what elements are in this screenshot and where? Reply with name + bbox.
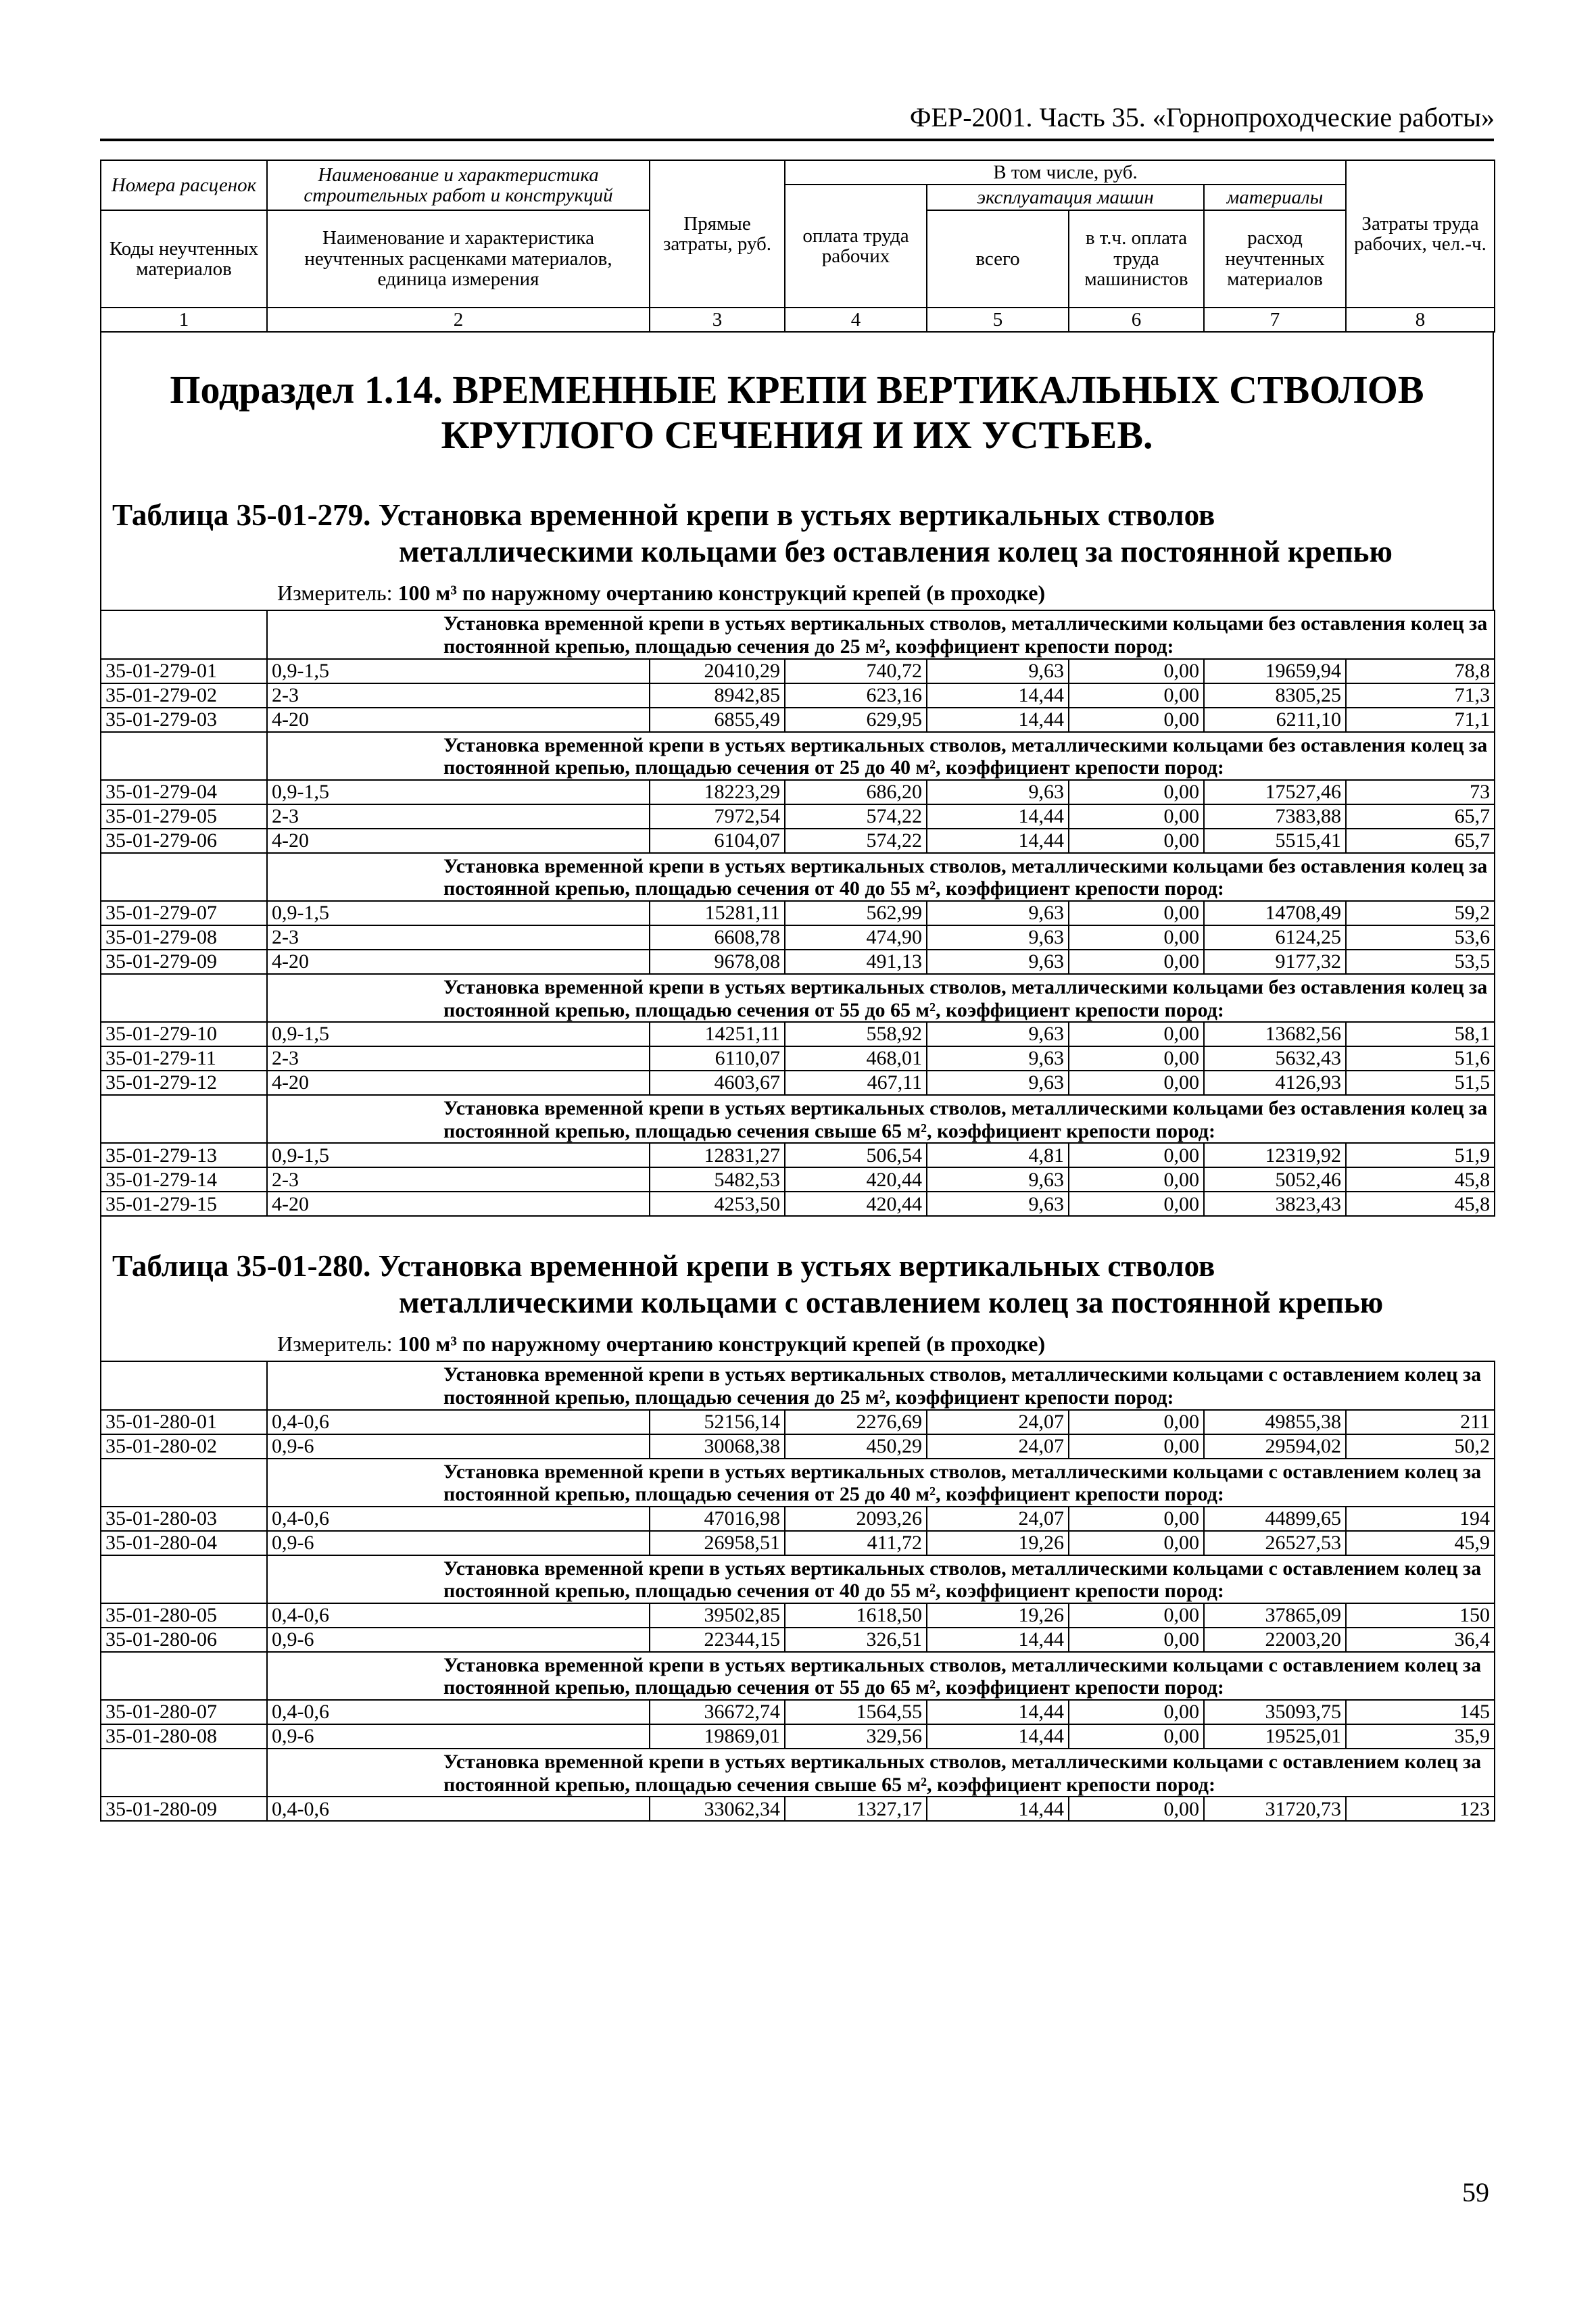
- group-caption-row: [101, 974, 1495, 1022]
- value-cell: 0,00: [1069, 1046, 1204, 1071]
- value-cell: 65,7: [1346, 829, 1495, 853]
- value-cell: 33062,34: [650, 1797, 785, 1821]
- value-cell: 5052,46: [1204, 1167, 1346, 1192]
- value-cell: 0,00: [1069, 1167, 1204, 1192]
- value-cell: 5632,43: [1204, 1046, 1346, 1071]
- value-cell: 22344,15: [650, 1628, 785, 1652]
- value-cell: 51,5: [1346, 1071, 1495, 1095]
- rock-coefficient: 0,4-0,6: [267, 1410, 650, 1434]
- value-cell: 0,00: [1069, 829, 1204, 853]
- value-cell: 14,44: [927, 1724, 1069, 1749]
- group-caption: Установка временной крепи в устьях вертикальных стволов, металлическими кольцами с оставлением колец за постоянной крепью, площадью сечения от 25 до 40 м², коэффициент крепости пород:: [267, 1459, 1495, 1507]
- value-cell: 14,44: [927, 683, 1069, 708]
- table-279-body: [101, 610, 1495, 1216]
- table-280-meter: [101, 1326, 1494, 1361]
- value-cell: 4253,50: [650, 1192, 785, 1216]
- table-280-body: [101, 1361, 1495, 1821]
- rate-code: 35-01-279-05: [101, 804, 267, 829]
- value-cell: 45,8: [1346, 1192, 1495, 1216]
- group-caption: Установка временной крепи в устьях вертикальных стволов, металлическими кольцами без оставления колец за постоянной крепью, площадью сечения от 55 до 65 м², коэффициент крепости пород:: [267, 974, 1495, 1022]
- rate-code: 35-01-279-10: [101, 1022, 267, 1046]
- value-cell: 45,9: [1346, 1531, 1495, 1555]
- header-material-codes: Коды неучтенных материалов: [101, 210, 267, 308]
- table-row: [101, 1022, 1495, 1046]
- value-cell: 629,95: [785, 708, 927, 732]
- value-cell: 468,01: [785, 1046, 927, 1071]
- table-279-title-cont: металлическими кольцами без оставления колец за постоянной крепью: [399, 535, 1393, 569]
- rate-code: 35-01-280-07: [101, 1700, 267, 1724]
- table-279-title-lead: Таблица 35-01-279. Установка временной крепи в устьях вертикальных стволов: [112, 498, 1215, 533]
- value-cell: 0,00: [1069, 683, 1204, 708]
- header-machines: эксплуатация машин: [927, 185, 1204, 210]
- group-caption-spacer: [101, 1361, 267, 1409]
- group-caption-spacer: [101, 974, 267, 1022]
- value-cell: 0,00: [1069, 1410, 1204, 1434]
- value-cell: 562,99: [785, 901, 927, 925]
- rate-code: 35-01-279-13: [101, 1143, 267, 1167]
- group-caption: Установка временной крепи в устьях вертикальных стволов, металлическими кольцами с оставлением колец за постоянной крепью, площадью сечения от 40 до 55 м², коэффициент крепости пород:: [267, 1555, 1495, 1603]
- table-row: [101, 950, 1495, 974]
- value-cell: 39502,85: [650, 1603, 785, 1628]
- subsection-title: Подраздел 1.14. ВРЕМЕННЫЕ КРЕПИ ВЕРТИКАЛЬНЫХ СТВОЛОВ КРУГЛОГО СЕЧЕНИЯ И ИХ УСТЬЕВ.: [170, 368, 1424, 457]
- rock-coefficient: 0,9-1,5: [267, 1022, 650, 1046]
- value-cell: 0,00: [1069, 804, 1204, 829]
- rate-code: 35-01-280-04: [101, 1531, 267, 1555]
- table-280-heading: [100, 1248, 1494, 1361]
- value-cell: 0,00: [1069, 1700, 1204, 1724]
- column-number: 7: [1204, 308, 1346, 332]
- value-cell: 8942,85: [650, 683, 785, 708]
- value-cell: 574,22: [785, 829, 927, 853]
- table-row: [101, 925, 1495, 950]
- rock-coefficient: 0,4-0,6: [267, 1797, 650, 1821]
- value-cell: 0,00: [1069, 1434, 1204, 1459]
- value-cell: 9,63: [927, 1022, 1069, 1046]
- value-cell: 194: [1346, 1507, 1495, 1531]
- value-cell: 49855,38: [1204, 1410, 1346, 1434]
- rate-code: 35-01-279-15: [101, 1192, 267, 1216]
- value-cell: 26527,53: [1204, 1531, 1346, 1555]
- value-cell: 15281,11: [650, 901, 785, 925]
- rate-code: 35-01-280-06: [101, 1628, 267, 1652]
- header-materials: материалы: [1204, 185, 1346, 210]
- rate-code: 35-01-280-01: [101, 1410, 267, 1434]
- group-caption-row: [101, 1555, 1495, 1603]
- value-cell: 19,26: [927, 1603, 1069, 1628]
- header-labor-pay: оплата труда рабочих: [785, 185, 927, 308]
- group-caption: Установка временной крепи в устьях вертикальных стволов, металлическими кольцами без оставления колец за постоянной крепью, площадью сечения от 25 до 40 м², коэффициент крепости пород:: [267, 732, 1495, 780]
- value-cell: 0,00: [1069, 1022, 1204, 1046]
- table-280-title: [101, 1248, 1494, 1326]
- header-materials-usage: расход неучтенных материалов: [1204, 210, 1346, 308]
- group-caption-spacer: [101, 1459, 267, 1507]
- rock-coefficient: 2-3: [267, 925, 650, 950]
- table-row: [101, 708, 1495, 732]
- value-cell: 7383,88: [1204, 804, 1346, 829]
- value-cell: 5515,41: [1204, 829, 1346, 853]
- meter-value: 100 м³ по наружному очертанию конструкций крепей (в проходке): [397, 1332, 1046, 1357]
- group-caption: Установка временной крепи в устьях вертикальных стволов, металлическими кольцами с оставлением колец за постоянной крепью, площадью сечения свыше 65 м², коэффициент крепости пород:: [267, 1749, 1495, 1797]
- value-cell: 3823,43: [1204, 1192, 1346, 1216]
- rate-code: 35-01-279-06: [101, 829, 267, 853]
- value-cell: 0,00: [1069, 1531, 1204, 1555]
- rock-coefficient: 2-3: [267, 1167, 650, 1192]
- value-cell: 6211,10: [1204, 708, 1346, 732]
- value-cell: 0,00: [1069, 780, 1204, 804]
- value-cell: 17527,46: [1204, 780, 1346, 804]
- value-cell: 4126,93: [1204, 1071, 1346, 1095]
- header-machinist-pay: в т.ч. оплата труда машинистов: [1069, 210, 1204, 308]
- value-cell: 211: [1346, 1410, 1495, 1434]
- rock-coefficient: 4-20: [267, 829, 650, 853]
- value-cell: 123: [1346, 1797, 1495, 1821]
- table-280: [100, 1361, 1495, 1822]
- table-row: [101, 1434, 1495, 1459]
- value-cell: 326,51: [785, 1628, 927, 1652]
- table-row: [101, 683, 1495, 708]
- value-cell: 145: [1346, 1700, 1495, 1724]
- rock-coefficient: 0,9-6: [267, 1434, 650, 1459]
- value-cell: 18223,29: [650, 780, 785, 804]
- meter-value: 100 м³ по наружному очертанию конструкций крепей (в проходке): [397, 581, 1046, 606]
- rate-code: 35-01-280-02: [101, 1434, 267, 1459]
- value-cell: 1618,50: [785, 1603, 927, 1628]
- rock-coefficient: 4-20: [267, 950, 650, 974]
- value-cell: 14251,11: [650, 1022, 785, 1046]
- value-cell: 71,1: [1346, 708, 1495, 732]
- value-cell: 36672,74: [650, 1700, 785, 1724]
- value-cell: 1564,55: [785, 1700, 927, 1724]
- value-cell: 30068,38: [650, 1434, 785, 1459]
- value-cell: 65,7: [1346, 804, 1495, 829]
- header-material-name: Наименование и характеристика неучтенных расценками материалов, единица измерения: [267, 210, 650, 308]
- value-cell: 45,8: [1346, 1167, 1495, 1192]
- table-row: [101, 1192, 1495, 1216]
- rate-code: 35-01-280-08: [101, 1724, 267, 1749]
- rate-code: 35-01-279-01: [101, 659, 267, 683]
- table-row: [101, 1507, 1495, 1531]
- rate-code: 35-01-280-05: [101, 1603, 267, 1628]
- table-row: [101, 901, 1495, 925]
- value-cell: 58,1: [1346, 1022, 1495, 1046]
- value-cell: 9,63: [927, 950, 1069, 974]
- value-cell: 9,63: [927, 1046, 1069, 1071]
- value-cell: 0,00: [1069, 1797, 1204, 1821]
- value-cell: 51,6: [1346, 1046, 1495, 1071]
- group-caption-row: [101, 1749, 1495, 1797]
- value-cell: 740,72: [785, 659, 927, 683]
- meter-label: Измеритель:: [277, 581, 393, 606]
- page-content: [100, 160, 1494, 1822]
- group-caption-row: [101, 732, 1495, 780]
- value-cell: 22003,20: [1204, 1628, 1346, 1652]
- value-cell: 12831,27: [650, 1143, 785, 1167]
- value-cell: 9,63: [927, 1167, 1069, 1192]
- rock-coefficient: 0,9-6: [267, 1628, 650, 1652]
- value-cell: 13682,56: [1204, 1022, 1346, 1046]
- value-cell: 2276,69: [785, 1410, 927, 1434]
- rate-code: 35-01-280-03: [101, 1507, 267, 1531]
- table-row: [101, 1797, 1495, 1821]
- value-cell: 35093,75: [1204, 1700, 1346, 1724]
- value-cell: 9,63: [927, 659, 1069, 683]
- rock-coefficient: 0,9-6: [267, 1724, 650, 1749]
- value-cell: 29594,02: [1204, 1434, 1346, 1459]
- value-cell: 6124,25: [1204, 925, 1346, 950]
- value-cell: 0,00: [1069, 925, 1204, 950]
- value-cell: 1327,17: [785, 1797, 927, 1821]
- table-row: [101, 829, 1495, 853]
- value-cell: 51,9: [1346, 1143, 1495, 1167]
- value-cell: 52156,14: [650, 1410, 785, 1434]
- group-caption: Установка временной крепи в устьях вертикальных стволов, металлическими кольцами с оставлением колец за постоянной крепью, площадью сечения до 25 м², коэффициент крепости пород:: [267, 1361, 1495, 1409]
- value-cell: 6104,07: [650, 829, 785, 853]
- value-cell: 450,29: [785, 1434, 927, 1459]
- value-cell: 0,00: [1069, 1143, 1204, 1167]
- value-cell: 411,72: [785, 1531, 927, 1555]
- header-machines-total: всего: [927, 210, 1069, 308]
- value-cell: 14,44: [927, 1797, 1069, 1821]
- value-cell: 6110,07: [650, 1046, 785, 1071]
- value-cell: 9,63: [927, 1192, 1069, 1216]
- value-cell: 59,2: [1346, 901, 1495, 925]
- value-cell: 35,9: [1346, 1724, 1495, 1749]
- rock-coefficient: 0,4-0,6: [267, 1603, 650, 1628]
- table-row: [101, 1603, 1495, 1628]
- value-cell: 19659,94: [1204, 659, 1346, 683]
- value-cell: 5482,53: [650, 1167, 785, 1192]
- rock-coefficient: 2-3: [267, 1046, 650, 1071]
- rate-code: 35-01-279-04: [101, 780, 267, 804]
- running-header: ФЕР-2001. Часть 35. «Горнопроходческие работы»: [909, 102, 1495, 132]
- rock-coefficient: 4-20: [267, 1071, 650, 1095]
- table-279-meter: [101, 575, 1493, 610]
- rate-code: 35-01-279-11: [101, 1046, 267, 1071]
- value-cell: 686,20: [785, 780, 927, 804]
- value-cell: 0,00: [1069, 1603, 1204, 1628]
- value-cell: 9,63: [927, 925, 1069, 950]
- rock-coefficient: 0,9-6: [267, 1531, 650, 1555]
- rock-coefficient: 0,9-1,5: [267, 659, 650, 683]
- table-row: [101, 1071, 1495, 1095]
- rate-code: 35-01-279-03: [101, 708, 267, 732]
- table-row: [101, 1628, 1495, 1652]
- value-cell: 9678,08: [650, 950, 785, 974]
- value-cell: 24,07: [927, 1410, 1069, 1434]
- value-cell: 329,56: [785, 1724, 927, 1749]
- table-279: [100, 610, 1495, 1217]
- group-caption-spacer: [101, 732, 267, 780]
- value-cell: 73: [1346, 780, 1495, 804]
- value-cell: 150: [1346, 1603, 1495, 1628]
- rock-coefficient: 0,9-1,5: [267, 780, 650, 804]
- group-caption-spacer: [101, 1095, 267, 1143]
- column-number: 3: [650, 308, 785, 332]
- table-row: [101, 1700, 1495, 1724]
- header-direct-costs: Прямые затраты, руб.: [650, 160, 785, 308]
- value-cell: 4,81: [927, 1143, 1069, 1167]
- table-row: [101, 659, 1495, 683]
- header-labor-cost: Затраты труда рабочих, чел.-ч.: [1346, 160, 1495, 308]
- value-cell: 6608,78: [650, 925, 785, 950]
- value-cell: 14,44: [927, 708, 1069, 732]
- value-cell: 9,63: [927, 1071, 1069, 1095]
- value-cell: 9177,32: [1204, 950, 1346, 974]
- table-row: [101, 1046, 1495, 1071]
- value-cell: 4603,67: [650, 1071, 785, 1095]
- value-cell: 37865,09: [1204, 1603, 1346, 1628]
- value-cell: 24,07: [927, 1434, 1069, 1459]
- rock-coefficient: 2-3: [267, 683, 650, 708]
- value-cell: 420,44: [785, 1192, 927, 1216]
- column-number: 6: [1069, 308, 1204, 332]
- table-row: [101, 804, 1495, 829]
- column-header-table: [100, 160, 1495, 333]
- rock-coefficient: 2-3: [267, 804, 650, 829]
- header-rate-numbers: Номера расценок: [101, 160, 267, 210]
- rate-code: 35-01-280-09: [101, 1797, 267, 1821]
- value-cell: 14708,49: [1204, 901, 1346, 925]
- value-cell: 0,00: [1069, 708, 1204, 732]
- value-cell: 2093,26: [785, 1507, 927, 1531]
- value-cell: 71,3: [1346, 683, 1495, 708]
- value-cell: 467,11: [785, 1071, 927, 1095]
- value-cell: 7972,54: [650, 804, 785, 829]
- group-caption-spacer: [101, 853, 267, 901]
- value-cell: 0,00: [1069, 901, 1204, 925]
- rock-coefficient: 0,9-1,5: [267, 901, 650, 925]
- group-caption-spacer: [101, 1749, 267, 1797]
- value-cell: 12319,92: [1204, 1143, 1346, 1167]
- value-cell: 0,00: [1069, 1192, 1204, 1216]
- page-number: 59: [1462, 2177, 1489, 2208]
- group-caption-row: [101, 853, 1495, 901]
- group-caption-spacer: [101, 610, 267, 658]
- meter-label: Измеритель:: [277, 1332, 393, 1357]
- table-280-title-lead: Таблица 35-01-280. Установка временной крепи в устьях вертикальных стволов: [112, 1249, 1215, 1284]
- value-cell: 574,22: [785, 804, 927, 829]
- rate-code: 35-01-279-08: [101, 925, 267, 950]
- table-row: [101, 1410, 1495, 1434]
- value-cell: 14,44: [927, 1628, 1069, 1652]
- group-caption-row: [101, 1459, 1495, 1507]
- value-cell: 474,90: [785, 925, 927, 950]
- value-cell: 623,16: [785, 683, 927, 708]
- value-cell: 0,00: [1069, 1724, 1204, 1749]
- value-cell: 20410,29: [650, 659, 785, 683]
- value-cell: 6855,49: [650, 708, 785, 732]
- value-cell: 0,00: [1069, 1628, 1204, 1652]
- group-caption-row: [101, 1652, 1495, 1700]
- value-cell: 47016,98: [650, 1507, 785, 1531]
- subsection-block: [100, 333, 1494, 610]
- header-including: В том числе, руб.: [785, 160, 1346, 185]
- table-row: [101, 1531, 1495, 1555]
- rock-coefficient: 0,9-1,5: [267, 1143, 650, 1167]
- header-rule: [100, 139, 1494, 141]
- value-cell: 36,4: [1346, 1628, 1495, 1652]
- value-cell: 19869,01: [650, 1724, 785, 1749]
- rate-code: 35-01-279-02: [101, 683, 267, 708]
- table-gap: [100, 1217, 1494, 1248]
- value-cell: 558,92: [785, 1022, 927, 1046]
- table-279-title: [101, 497, 1493, 575]
- table-row: [101, 780, 1495, 804]
- rock-coefficient: 0,4-0,6: [267, 1700, 650, 1724]
- value-cell: 31720,73: [1204, 1797, 1346, 1821]
- value-cell: 19525,01: [1204, 1724, 1346, 1749]
- value-cell: 44899,65: [1204, 1507, 1346, 1531]
- table-280-title-cont: металлическими кольцами с оставлением колец за постоянной крепью: [399, 1286, 1384, 1320]
- table-row: [101, 1143, 1495, 1167]
- value-cell: 19,26: [927, 1531, 1069, 1555]
- value-cell: 14,44: [927, 829, 1069, 853]
- table-row: [101, 1724, 1495, 1749]
- value-cell: 50,2: [1346, 1434, 1495, 1459]
- group-caption: Установка временной крепи в устьях вертикальных стволов, металлическими кольцами без оставления колец за постоянной крепью, площадью сечения до 25 м², коэффициент крепости пород:: [267, 610, 1495, 658]
- group-caption-row: [101, 1361, 1495, 1409]
- column-number: 4: [785, 308, 927, 332]
- value-cell: 9,63: [927, 901, 1069, 925]
- rock-coefficient: 4-20: [267, 708, 650, 732]
- rate-code: 35-01-279-09: [101, 950, 267, 974]
- value-cell: 14,44: [927, 1700, 1069, 1724]
- value-cell: 78,8: [1346, 659, 1495, 683]
- group-caption-spacer: [101, 1555, 267, 1603]
- header-work-name: Наименование и характеристика строительных работ и конструкций: [267, 160, 650, 210]
- value-cell: 506,54: [785, 1143, 927, 1167]
- column-number: 8: [1346, 308, 1495, 332]
- rate-code: 35-01-279-12: [101, 1071, 267, 1095]
- value-cell: 420,44: [785, 1167, 927, 1192]
- table-row: [101, 1167, 1495, 1192]
- group-caption: Установка временной крепи в устьях вертикальных стволов, металлическими кольцами без оставления колец за постоянной крепью, площадью сечения свыше 65 м², коэффициент крепости пород:: [267, 1095, 1495, 1143]
- value-cell: 0,00: [1069, 1071, 1204, 1095]
- rate-code: 35-01-279-14: [101, 1167, 267, 1192]
- value-cell: 24,07: [927, 1507, 1069, 1531]
- column-number: 2: [267, 308, 650, 332]
- value-cell: 0,00: [1069, 659, 1204, 683]
- rate-code: 35-01-279-07: [101, 901, 267, 925]
- group-caption: Установка временной крепи в устьях вертикальных стволов, металлическими кольцами без оставления колец за постоянной крепью, площадью сечения от 40 до 55 м², коэффициент крепости пород:: [267, 853, 1495, 901]
- value-cell: 8305,25: [1204, 683, 1346, 708]
- group-caption-row: [101, 610, 1495, 658]
- value-cell: 0,00: [1069, 1507, 1204, 1531]
- value-cell: 26958,51: [650, 1531, 785, 1555]
- group-caption: Установка временной крепи в устьях вертикальных стволов, металлическими кольцами с оставлением колец за постоянной крепью, площадью сечения от 55 до 65 м², коэффициент крепости пород:: [267, 1652, 1495, 1700]
- rock-coefficient: 0,4-0,6: [267, 1507, 650, 1531]
- value-cell: 0,00: [1069, 950, 1204, 974]
- column-number: 1: [101, 308, 267, 332]
- value-cell: 53,5: [1346, 950, 1495, 974]
- group-caption-spacer: [101, 1652, 267, 1700]
- value-cell: 9,63: [927, 780, 1069, 804]
- value-cell: 14,44: [927, 804, 1069, 829]
- value-cell: 53,6: [1346, 925, 1495, 950]
- rock-coefficient: 4-20: [267, 1192, 650, 1216]
- column-number: 5: [927, 308, 1069, 332]
- value-cell: 491,13: [785, 950, 927, 974]
- group-caption-row: [101, 1095, 1495, 1143]
